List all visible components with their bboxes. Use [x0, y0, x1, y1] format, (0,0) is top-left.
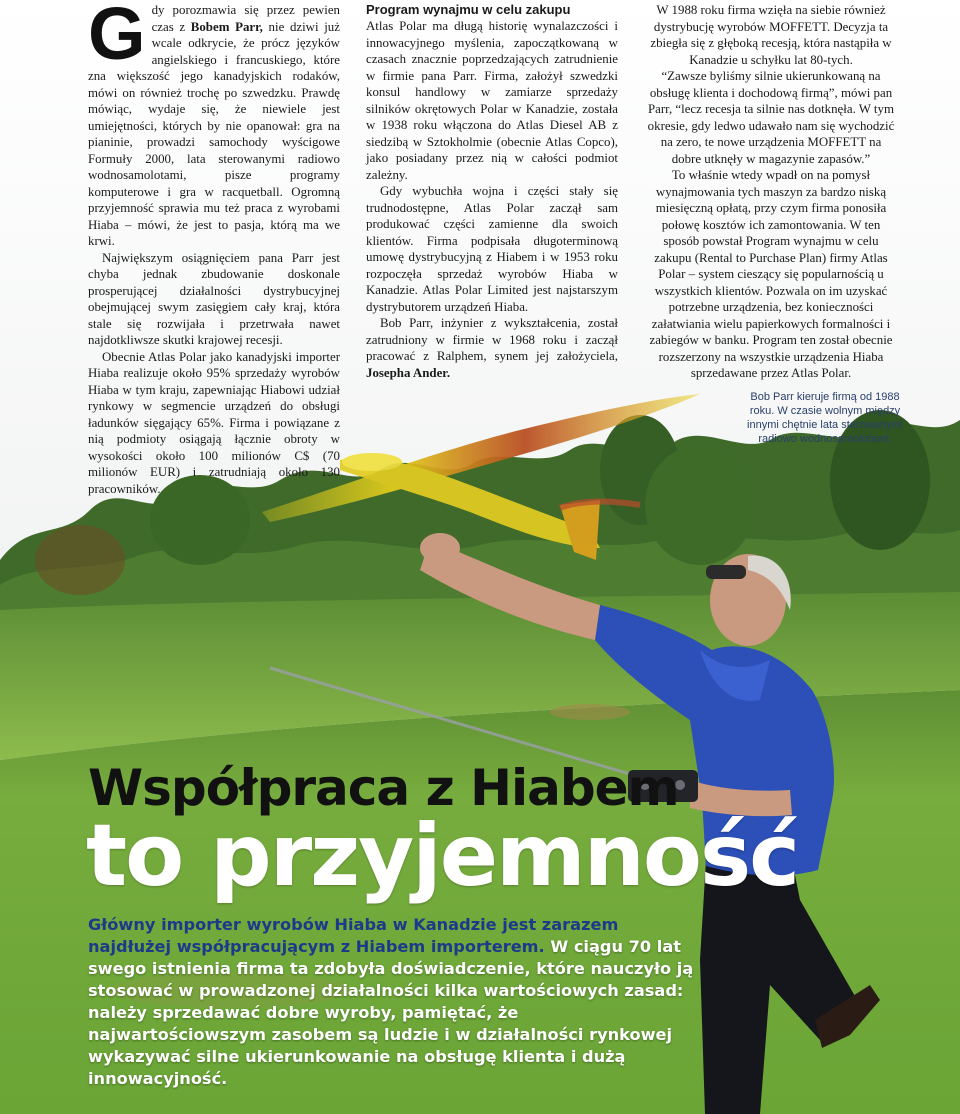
drop-cap: G [88, 0, 146, 75]
column-1-paragraph-3: Obecnie Atlas Polar jako kanadyjski importer Hiaba realizuje około 95% sprzedaży wyrobów Hiaba w tym kraju, zapewniając Hiabowi udział rynkowy w segmencie urządzeń do obsługi ładunków sięgający 65%. Firma i powiązane z nią podmioty osiągają łącznie obroty w wysokości około 100 milionów C$ (70 milionów EUR) i zatrudniają około 130 pracowników. [88, 349, 340, 496]
paragraph-text: Bob Parr, inżynier z wykształcenia, został zatrudniony w firmie w 1968 roku i zaczął pracować z Ralphem, synem jej założyciela, [366, 316, 618, 363]
column-2-paragraph-2: Gdy wybuchła wojna i części stały się trudnodostępne, Atlas Polar zaczął sam produkować części zamienne dla swoich klientów. Firma podpisała długoterminową umowę dystrybucyjną z Hiabem i w 1953 roku rozpoczęła sprzedaż wyrobów Hiaba w Kanadzie. Atlas Polar Limited jest najstarszym dystrybutorem urządzeń Hiaba. [366, 184, 618, 314]
paragraph-text: nie dziwi już wcale odkrycie, że prócz języków angielskiego i francuskiego, które zna większość jego kanadyjskich rodaków, mówi on również trochę po szwedzku. Prawdę mówiąc, wydaje się, że niewiele jest umiejętności, których by nie opanował: gra na pianinie, prowadzi samochody wyścigowe Formuły 2000, lata sterowanymi radiowo wodnosamolotami, pisze programy komputerowe i gra w racquetball. Ogromną przyjemność sprawia mu też praca z wyrobami Hiaba – mówi, że jest to pasja, którą ma we krwi. [88, 19, 340, 248]
column-2-paragraph-3 [366, 315, 618, 381]
photo-caption: Bob Parr kieruje firmą od 1988 roku. W czasie wolnym między innymi chętnie lata sterowanymi radiowo wodnosamolotami. [747, 391, 903, 445]
lead-paragraph [88, 914, 698, 1090]
column-2-paragraph-1: Atlas Polar ma długą historię wynalazczości i innowacyjnego myślenia, zapoczątkowaną w czasach znacznie poprzedzających zatrudnienie w firmie pana Parr. Firma, założył szwedzki konsul handlowy w zamiarze sprzedaży silników okrętowych Polar w Kanadzie, została w 1938 roku włączona do Atlas Diesel AB z siedzibą w Sztokholmie (obecnie Atlas Copco), jako posiadany przez nią w całości podmiot zależny. [366, 19, 618, 182]
paragraph-text: dy porozmawia się przez pewien czas z [151, 3, 340, 34]
person-name: Bobem Parr, [190, 19, 263, 34]
lead-highlight: Główny importer wyrobów Hiaba w Kanadzie jest zarazem najdłużej współpracującym z Hiabem importerem. [88, 915, 619, 956]
column-3-paragraph-3: To właśnie wtedy wpadł on na pomysł wynajmowania tych maszyn za bardzo niską miesięczną opłatą, przy czym firma ponosiła połowę kosztów ich zamontowania. W ten sposób powstał Program wynajmu w celu zakupu (Rental to Purchase Plan) firmy Atlas Polar – system cieszący się popularnością u wszystkich klientów. Pozwala on im uzyskać potrzebne urządzenia, bez konieczności załatwiania wielu papierkowych formalności i zabiegów w banku. Program ten został obecnie rozszerzony na wszystkie urządzenia Hiaba sprzedawane przez Atlas Polar. [649, 168, 893, 380]
column-1-paragraph-2: Największym osiągnięciem pana Parr jest chyba jednak zbudowanie doskonale prosperującej działalności dystrybucyjnej obejmującej swym zasięgiem cały kraj, która stale się rozwijała i przetrwała nawet najdotkliwsze skutki krajowej recesji. [88, 250, 340, 347]
article-column-2 [366, 2, 618, 381]
person-name: Josepha Ander. [366, 365, 451, 380]
column-3-paragraph-2: “Zawsze byliśmy silnie ukierunkowaną na obsługę klienta i dochodową firmą”, mówi pan Parr, “lecz recesja ta silnie nas dotknęła. W tym okresie, gdy ledwo udawało nam się wychodzić na zero, te nowe urządzenia MOFFETT na dobre utknęły w magazynie zapasów.” [647, 69, 895, 166]
headline-line-1: Współpraca z Hiabem [88, 759, 679, 817]
article-column-3 [646, 2, 896, 382]
section-subheading: Program wynajmu w celu zakupu [366, 2, 571, 17]
lead-text: W ciągu 70 lat swego istnienia firma ta zdobyła doświadczenie, które nauczyło ją stosować w prowadzonej działalności kilka wartościowych zasad: należy sprzedawać dobre wyroby, pamiętać, że najwartościowszym zasobem są ludzie i w działalności rynkowej wykazywać silne ukierunkowanie na obsługę klienta i dużą innowacyjność. [88, 937, 694, 1088]
column-3-paragraph-1: W 1988 roku firma wzięła na siebie również dystrybucję wyrobów MOFFETT. Decyzja ta zbiegła się z głęboką recesją, która nastąpiła w Kanadzie u schyłku lat 80-tych. [650, 3, 892, 67]
article-column-1 [88, 2, 340, 497]
headline-line-2: to przyjemność [86, 806, 799, 906]
